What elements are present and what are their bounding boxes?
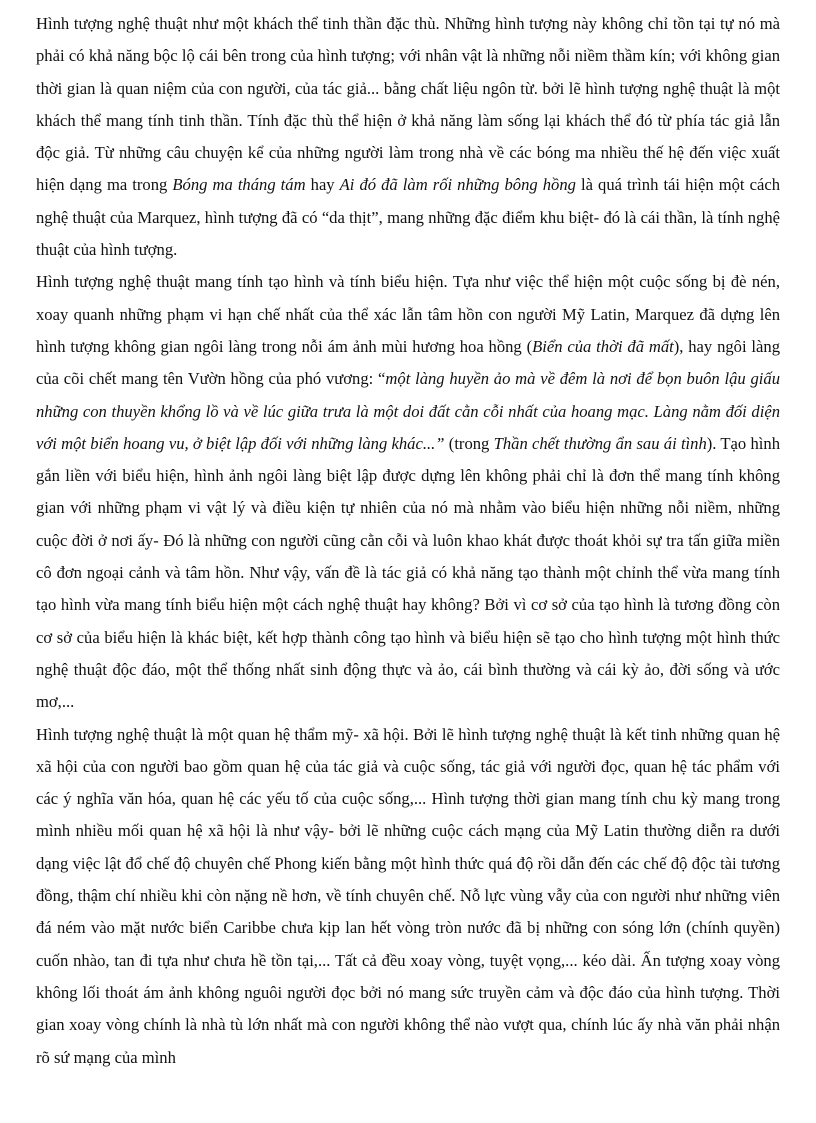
paragraph-1: [36, 8, 780, 266]
quotation: một làng huyền ảo mà về đêm là nơi để bọn buôn lậu giấu những con thuyền khổng lồ và về lúc giữa trưa là một doi đất cằn cỗi nhất của hoang mạc. Làng nằm đối diện với một biển hoang vu, ở biệt lập đối với những làng khác...”: [36, 369, 780, 453]
paragraph-2-text: ), hay ngôi làng của cõi chết mang tên Vườn hồng của phó vương: “: [36, 336, 780, 389]
paragraph-2-text: Hình tượng nghệ thuật mang tính tạo hình và tính biểu hiện. Tựa như việc thể hiện một cuộc sống bị đè nén, xoay quanh những phạm vi hạn chế nhất của thể xác lẫn tâm hồn con người Mỹ Latin, Marquez đã dựng lên hình tượng không gian ngôi làng trong nỗi ám ảnh mùi hương hoa hồng (: [36, 272, 780, 356]
paragraph-1-text: Hình tượng nghệ thuật như một khách thể tinh thần đặc thù. Những hình tượng này không chỉ tồn tại tự nó mà phải có khả năng bộc lộ cái bên trong của hình tượng; với nhân vật là những nỗi niềm thầm kín; với không gian thời gian là quan niệm của con người, của tác giả... bằng chất liệu ngôn từ. bởi lẽ hình tượng nghệ thuật là một khách thể mang tính tinh thần. Tính đặc thù thể hiện ở khả năng làm sống lại khách thể đó từ phía tác giả lẫn độc giả. Từ những câu chuyện kể của những người làm trong nhà về các bóng ma nhiều thế hệ đến việc xuất hiện dạng ma trong: [36, 14, 780, 195]
paragraph-2-text: ). Tạo hình gắn liền với biểu hiện, hình ảnh ngôi làng biệt lập được dựng lên không phải chỉ là đơn thể mang tính không gian với những phạm vi vật lý và điều kiện tự nhiên của nó mà nhằm vào biểu hiện những nỗi niềm, những cuộc đời ở nơi ấy- Đó là những con người cũng cằn cỗi và luôn khao khát được thoát khỏi sự tra tấn giữa miền cô đơn ngoại cảnh và tâm hồn. Như vậy, vấn đề là tác giả có khả năng tạo thành một chỉnh thể vừa mang tính tạo hình vừa mang tính biểu hiện một cách nghệ thuật hay không? Bởi vì cơ sở của tạo hình là tương đồng còn cơ sở của biểu hiện là khác biệt, kết hợp thành công tạo hình và biểu hiện sẽ tạo cho hình tượng một hình thức nghệ thuật độc đáo, một thể thống nhất sinh động thực và ảo, cái bình thường và cái kỳ ảo, đời sống và ước mơ,...: [36, 433, 780, 712]
paragraph-3-text: Hình tượng nghệ thuật là một quan hệ thẩm mỹ- xã hội. Bởi lẽ hình tượng nghệ thuật là kết tinh những quan hệ xã hội của con người bao gồm quan hệ của tác giả và cuộc sống, tác giả với người đọc, quan hệ tác phẩm với các ý nghĩa văn hóa, quan hệ các yếu tố của cuộc sống,... Hình tượng thời gian mang tính chu kỳ mang trong mình nhiều mối quan hệ xã hội là như vậy- bởi lẽ những cuộc cách mạng của Mỹ Latin thường diễn ra dưới dạng việc lật đổ chế độ chuyên chế Phong kiến bằng một hình thức quá độ rồi dẫn đến các chế độ độc tài tương đồng, thậm chí nhiều khi còn nặng nề hơn, về tính chuyên chế. Nỗ lực vùng vẫy của con người như những viên đá ném vào mặt nước biển Caribbe chưa kịp lan hết vòng tròn nước đã bị những con sóng lớn (chính quyền) cuốn nhào, tan đi tựa như chưa hề tồn tại,... Tất cả đều xoay vòng, tuyệt vọng,... kéo dài. Ấn tượng xoay vòng không lối thoát ám ảnh không nguôi người đọc bởi nó mang sức truyền cảm và độc đáo của hình tượng. Thời gian xoay vòng chính là nhà tù lớn nhất mà con người không thể nào vượt qua, chính lúc ấy nhà văn phải nhận rõ sứ mạng của mình: [36, 724, 780, 1067]
document-page: [36, 8, 780, 1074]
work-title-bien-cua-thoi-da-mat: Biển của thời đã mất: [532, 336, 674, 356]
paragraph-1-text: là quá trình tái hiện một cách nghệ thuật của Marquez, hình tượng đã có “da thịt”, mang những đặc điểm khu biệt- đó là cái thần, là tính nghệ thuật của hình tượng.: [36, 175, 780, 260]
paragraph-1-text: hay: [305, 175, 340, 195]
paragraph-2-text: (trong: [444, 433, 494, 453]
paragraph-2: [36, 266, 780, 718]
work-title-ai-do-da-lam-roi: Ai đó đã làm rối những bông hồng: [339, 175, 576, 195]
paragraph-3: [36, 719, 780, 1074]
work-title-than-chet: Thần chết thường ẩn sau ái tình: [493, 433, 707, 453]
work-title-bong-ma-thang-tam: Bóng ma tháng tám: [172, 175, 306, 195]
